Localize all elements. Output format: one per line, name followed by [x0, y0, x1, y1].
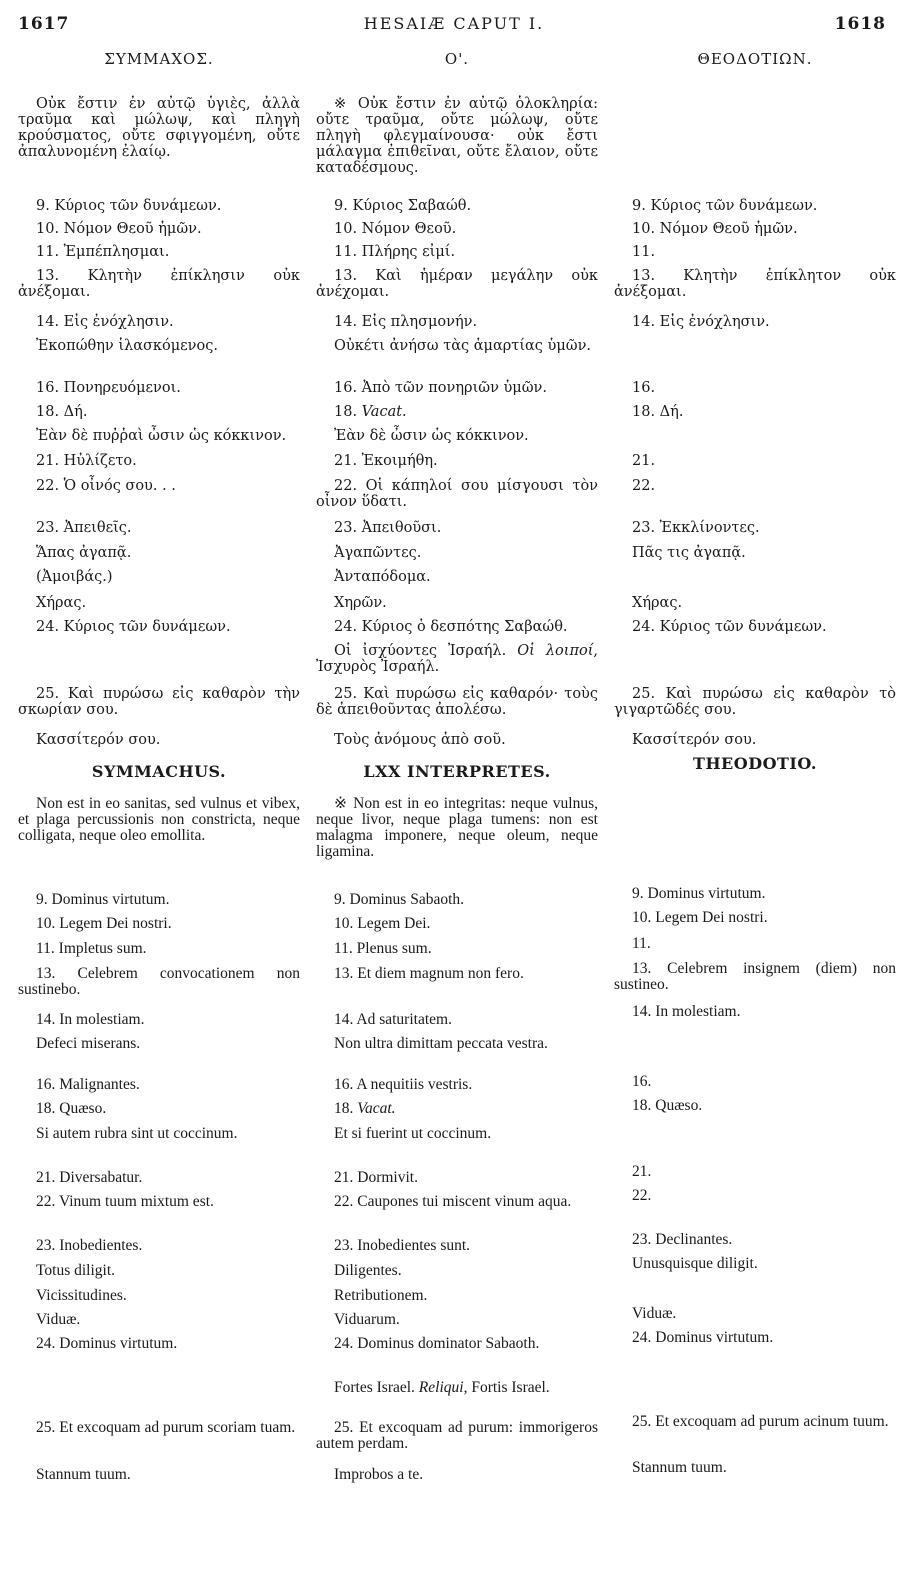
verse-entry: 16. A nequitiis vestris. [334, 1076, 473, 1093]
verse-entry: Οὐκέτι ἀνήσω τὰς ἁμαρτίας ὑμῶν. [334, 338, 592, 354]
verse-entry: 10. Legem Dei nostri. [632, 909, 768, 926]
verse-entry: Si autem rubra sint ut coccinum. [36, 1125, 238, 1142]
verse-entry: 18. Δή. [632, 404, 684, 420]
septuagint-greek-heading: Ο'. [444, 50, 470, 68]
verse-entry: ※ Non est in eo integritas: neque vulnus, neque livor, neque plaga tumens: non est malagma imponere, neque oleum, neque ligamina. [316, 795, 598, 860]
verse-entry: 9. Κύριος τῶν δυνάμεων. [36, 198, 222, 214]
verse-entry: 11. Ἐμπέπλησμαι. [36, 244, 170, 260]
verse-entry: 10. Νόμον Θεοῦ. [334, 221, 457, 237]
symmachus-greek-heading: ΣΥΜΜΑΧΟΣ. [104, 50, 214, 68]
verse-entry: 24. Κύριος ὁ δεσπότης Σαβαώθ. [334, 619, 568, 635]
running-title: HESAIÆ CAPUT I. [363, 14, 545, 33]
verse-entry: 10. Νόμον Θεοῦ ἡμῶν. [36, 221, 202, 237]
verse-entry [316, 643, 598, 675]
ischyros-text: , Ἰσχυρὸς Ἰσραήλ. [316, 643, 598, 675]
verse-entry: Unusquisque diligit. [632, 1255, 758, 1272]
verse-entry: Οὐκ ἔστιν ἐν αὐτῷ ὑγιὲς, ἀλλὰ τραῦμα καὶ μώλωψ, καὶ πληγὴ κρούσματος, οὔτε σφιγγομένη, οὔτε ἀπαλυνομένη ἐλαίῳ. [18, 96, 300, 160]
verse-entry: 11. Impletus sum. [36, 940, 147, 957]
ischyontes-text: Οἱ ἰσχύοντες Ἰσραήλ. [334, 643, 518, 659]
verse-entry: 18. Δή. [36, 404, 88, 420]
verse-entry: 24. Κύριος τῶν δυνάμεων. [36, 619, 231, 635]
verse-entry: Τοὺς ἀνόμους ἀπὸ σοῦ. [334, 732, 506, 748]
verse-entry: 23. Ἀπειθοῦσι. [334, 520, 442, 536]
vacat-note: Vacat. [357, 1100, 396, 1117]
verse-entry: 14. Ad saturitatem. [334, 1011, 452, 1028]
verse-entry: 10. Legem Dei nostri. [36, 915, 172, 932]
verse-entry: 25. Καὶ πυρώσω εἰς καθαρόν· τοὺς δὲ ἀπειθοῦντας ἀπολέσω. [316, 686, 598, 718]
verse-entry: 25. Καὶ πυρώσω εἰς καθαρὸν τὴν σκωρίαν σου. [18, 686, 300, 718]
verse-entry: 14. Εἰς ἐνόχλησιν. [632, 314, 770, 330]
verse-entry: Χήρας. [36, 595, 87, 611]
verse-entry: 21. Ηὐλίζετο. [36, 453, 137, 469]
verse-entry: 14. Εἰς πλησμονήν. [334, 314, 478, 330]
verse-entry: 23. Ἀπειθεῖς. [36, 520, 132, 536]
verse-entry: Χήρας. [632, 595, 683, 611]
verse-entry: 21. Dormivit. [334, 1169, 418, 1186]
verse-entry: Vicissitudines. [36, 1287, 127, 1304]
verse-entry: Stannum tuum. [632, 1459, 727, 1476]
verse-entry: 23. Ἐκκλίνοντες. [632, 520, 760, 536]
verse-entry: Diligentes. [334, 1262, 402, 1279]
verse-entry [316, 1380, 598, 1396]
verse-entry: 9. Dominus virtutum. [632, 885, 766, 902]
verse-entry: 9. Κύριος Σαβαώθ. [334, 198, 472, 214]
verse-entry: 25. Et excoquam ad purum: immorigeros autem perdam. [316, 1419, 598, 1452]
verse-entry: 22. Vinum tuum mixtum est. [36, 1193, 214, 1210]
verse-entry: 22. Ὁ οἶνός σου. . . [36, 478, 176, 494]
verse-entry: Ἐὰν δὲ ὦσιν ὡς κόκκινον. [334, 428, 529, 444]
verse-entry: Non est in eo sanitas, sed vulnus et vibex, et plaga percussionis non constricta, neque colligata, neque oleo emollita. [18, 795, 300, 844]
verse-entry: 25. Et excoquam ad purum scoriam tuam. [36, 1419, 296, 1436]
verse-entry: 24. Dominus virtutum. [36, 1335, 178, 1352]
verse-entry: 13. Et diem magnum non fero. [334, 965, 524, 982]
verse-entry: Κασσίτερόν σου. [632, 732, 757, 748]
verse-entry: Defeci miserans. [36, 1035, 141, 1052]
verse-entry: Totus diligit. [36, 1262, 116, 1279]
verse-entry: 14. In molestiam. [632, 1003, 741, 1020]
verse-entry: 13. Κλητὴν ἐπίκλητον οὐκ ἀνέξομαι. [614, 268, 896, 300]
verse-entry: 25. Et excoquam ad purum acinum tuum. [632, 1413, 889, 1430]
fortes-text: Fortes Israel. [334, 1379, 419, 1396]
verse-entry: 25. Καὶ πυρώσω εἰς καθαρὸν τὸ γιγαρτῶδές σου. [614, 686, 896, 718]
verse-entry: 14. Εἰς ἐνόχλησιν. [36, 314, 174, 330]
verse-entry: 16. Ἀπὸ τῶν πονηριῶν ὑμῶν. [334, 380, 547, 396]
fortis-text: , Fortis Israel. [463, 1379, 550, 1396]
verse-entry: Πᾶς τις ἀγαπᾷ. [632, 545, 746, 561]
verse-entry: 22. Caupones tui miscent vinum aqua. [334, 1193, 572, 1210]
verse-entry: (Ἀμοιβάς.) [36, 569, 113, 585]
verse-entry: 24. Dominus virtutum. [632, 1329, 774, 1346]
verse-entry: Retributionem. [334, 1287, 428, 1304]
verse-entry: Viduarum. [334, 1311, 400, 1328]
verse-entry: Ἀνταπόδομα. [334, 569, 431, 585]
page-number-left: 1617 [18, 14, 70, 34]
verse-entry: Stannum tuum. [36, 1466, 131, 1483]
verse-entry: Χηρῶν. [334, 595, 387, 611]
verse-entry: Κασσίτερόν σου. [36, 732, 161, 748]
septuagint-latin-heading: LXX INTERPRETES. [363, 762, 551, 781]
verse-entry: 10. Legem Dei. [334, 915, 431, 932]
verse-entry: 21. [632, 1163, 652, 1180]
verse-entry: Viduæ. [632, 1305, 677, 1322]
verse-entry: 22. [632, 1187, 652, 1204]
verse-entry: 13. Celebrem insignem (diem) non sustineo. [614, 960, 896, 993]
verse-entry: 11. [632, 244, 656, 260]
loipoi-label: Οἱ λοιποί [517, 643, 594, 659]
verse-entry: Et si fuerint ut coccinum. [334, 1125, 492, 1142]
theodotion-greek-heading: ΘΕΟΔΟΤΙΩΝ. [697, 50, 813, 68]
verse-entry: Ἐκοπώθην ἱλασκόμενος. [36, 338, 218, 354]
verse-entry: ※ Οὐκ ἔστιν ἐν αὐτῷ ὁλοκληρία: οὔτε τραῦμα, οὔτε μώλωψ, οὔτε πληγὴ φλεγμαίνουσα· οὐκ ἔστι μάλαγμα ἐπιθεῖναι, οὔτε ἔλαιον, οὔτε καταδέσμους. [316, 96, 598, 176]
page-number-right: 1618 [834, 14, 886, 34]
verse-entry: Improbos a te. [334, 1466, 424, 1483]
verse-entry: 24. Κύριος τῶν δυνάμεων. [632, 619, 827, 635]
verse-entry: 13. Celebrem convocationem non sustinebo. [18, 965, 300, 998]
verse-entry: 9. Κύριος τῶν δυνάμεων. [632, 198, 818, 214]
verse-entry: 23. Declinantes. [632, 1231, 733, 1248]
verse-entry: 9. Dominus Sabaoth. [334, 891, 465, 908]
vacat-note: Vacat. [361, 404, 407, 420]
verse-entry [316, 404, 598, 420]
verse-entry: Ἅπας ἀγαπᾷ. [36, 545, 132, 561]
verse-entry: 21. Ἐκοιμήθη. [334, 453, 438, 469]
symmachus-latin-heading: SYMMACHUS. [91, 762, 227, 781]
verse-entry: 16. [632, 380, 656, 396]
reliqui-label: Reliqui [418, 1379, 464, 1396]
verse-entry: 18. Quæso. [36, 1100, 107, 1117]
verse-entry: 10. Νόμον Θεοῦ ἡμῶν. [632, 221, 798, 237]
verse-entry: 11. Πλήρης εἰμί. [334, 244, 456, 260]
verse-entry: Ἐὰν δὲ πυῤῥαὶ ὦσιν ὡς κόκκινον. [36, 428, 287, 444]
verse-entry: 22. Οἱ κάπηλοί σου μίσγουσι τὸν οἶνον ὕδατι. [316, 478, 598, 510]
verse-entry: Non ultra dimittam peccata vestra. [334, 1035, 548, 1052]
verse-entry: 21. [632, 453, 656, 469]
verse-entry [316, 1101, 598, 1117]
verse-entry: 14. In molestiam. [36, 1011, 145, 1028]
verse-entry: 21. Diversabatur. [36, 1169, 143, 1186]
verse-entry: 22. [632, 478, 656, 494]
verse-number: 18. [334, 1100, 358, 1117]
verse-entry: 11. Plenus sum. [334, 940, 432, 957]
verse-entry: 24. Dominus dominator Sabaoth. [334, 1335, 540, 1352]
theodotion-latin-heading: THEODOTIO. [693, 754, 817, 773]
verse-entry: Ἀγαπῶντες. [334, 545, 422, 561]
verse-number: 18. [334, 404, 362, 420]
verse-entry: Viduæ. [36, 1311, 81, 1328]
verse-entry: 23. Inobedientes. [36, 1237, 143, 1254]
verse-entry: 16. Πονηρευόμενοι. [36, 380, 181, 396]
verse-entry: 9. Dominus virtutum. [36, 891, 170, 908]
verse-entry: 13. Καὶ ἡμέραν μεγάλην οὐκ ἀνέχομαι. [316, 268, 598, 300]
verse-entry: 13. Κλητὴν ἐπίκλησιν οὐκ ἀνέξομαι. [18, 268, 300, 300]
verse-entry: 11. [632, 935, 651, 952]
verse-entry: 23. Inobedientes sunt. [334, 1237, 471, 1254]
verse-entry: 16. Malignantes. [36, 1076, 140, 1093]
verse-entry: 16. [632, 1073, 652, 1090]
verse-entry: 18. Quæso. [632, 1097, 703, 1114]
